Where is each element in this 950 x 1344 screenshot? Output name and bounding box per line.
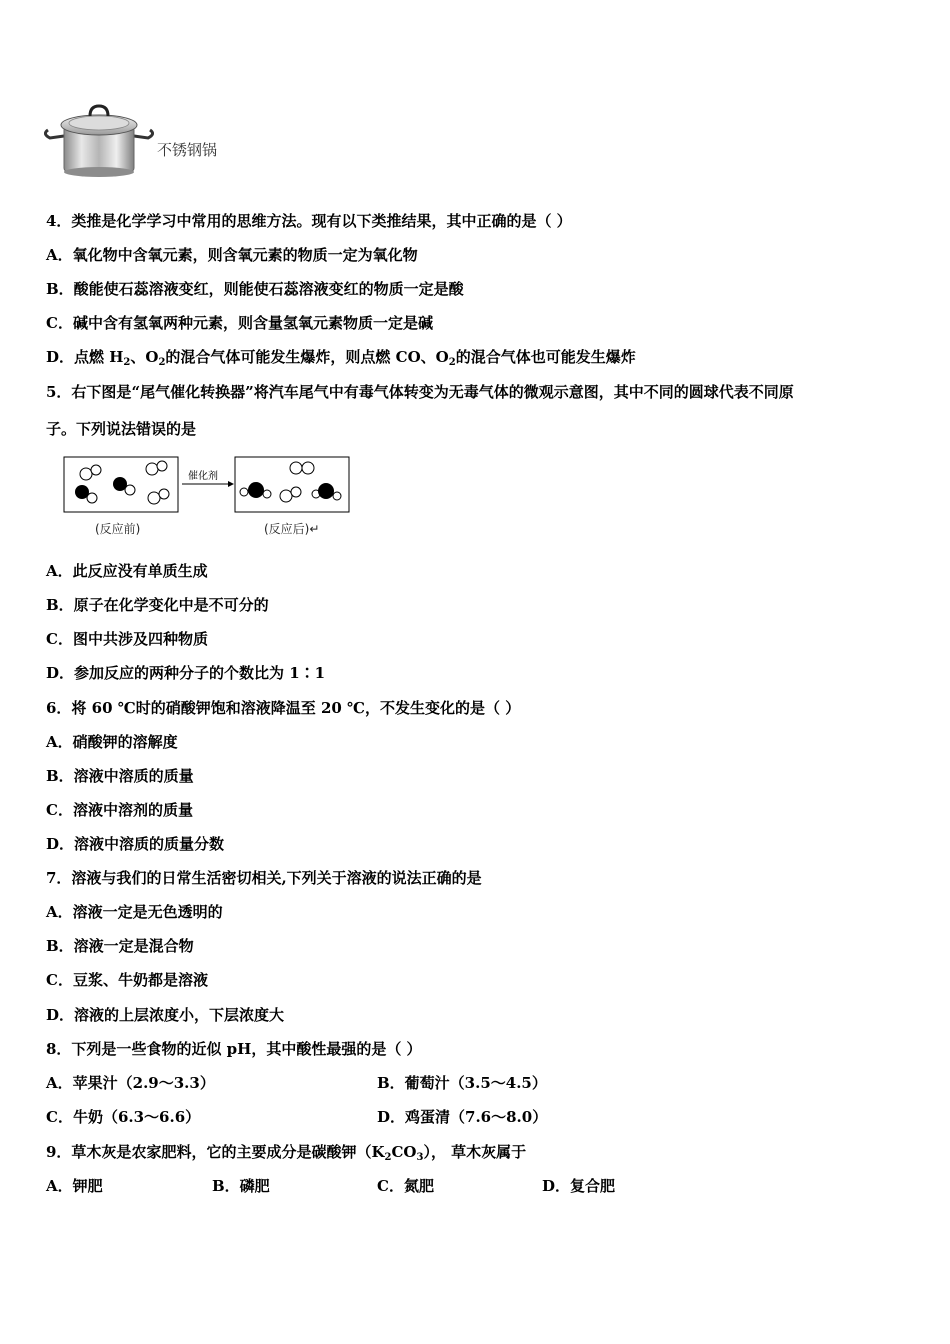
q6-option-d: D．溶液中溶质的质量分数 [46, 835, 225, 853]
q8-option-c: C．牛奶（6.3～6.6） [46, 1108, 201, 1126]
q7-option-a: A．溶液一定是无色透明的 [46, 903, 223, 921]
q7-stem: 7．溶液与我们的日常生活密切相关,下列关于溶液的说法正确的是 [46, 869, 482, 887]
q9-option-b: B．磷肥 [212, 1177, 270, 1195]
q5-stem-line2: 子。下列说法错误的是 [46, 420, 197, 438]
q4-option-b: B．酸能使石蕊溶液变红，则能使石蕊溶液变红的物质一定是酸 [46, 280, 464, 298]
q8-option-a: A．苹果汁（2.9～3.3） [46, 1074, 215, 1092]
pot-caption: 不锈钢锅 [157, 141, 218, 159]
q8-stem: 8．下列是一些食物的近似 pH，其中酸性最强的是（ ） [46, 1040, 422, 1058]
q4-option-a: A．氧化物中含氧元素，则含氧元素的物质一定为氧化物 [46, 246, 418, 264]
q9-stem: 9．草木灰是农家肥料，它的主要成分是碳酸钾$(K_2CO_3)$， 草木灰属于 [46, 1143, 527, 1163]
before-label: (反应前) [95, 522, 141, 536]
q7-option-d: D．溶液的上层浓度小，下层浓度大 [46, 1006, 285, 1024]
q5-option-d: D．参加反应的两种分子的个数比为 1∶1 [46, 664, 326, 682]
q9-option-d: D．复合肥 [542, 1177, 616, 1195]
q6-option-b: B．溶液中溶质的质量 [46, 767, 194, 785]
q5-option-c: C．图中共涉及四种物质 [46, 630, 208, 648]
q5-option-b: B．原子在化学变化中是不可分的 [46, 596, 269, 614]
q4-option-c: C．碱中含有氢氧两种元素，则含量氢氧元素物质一定是碱 [46, 314, 433, 332]
q6-option-c: C．溶液中溶剂的质量 [46, 801, 193, 819]
q6-stem: 6．将 60 ℃时的硝酸钾饱和溶液降温至 20 ℃，不发生变化的是（ ） [46, 699, 521, 717]
q6-option-a: A．硝酸钾的溶解度 [46, 733, 178, 751]
q4-option-d: D．点燃 $H_2$、$O_2$的混合气体可能发生爆炸，则点燃 CO、$O_2$的混合气体也可能发生爆炸 [46, 348, 636, 368]
q5-stem-line1: 5．右下图是“尾气催化转换器”将汽车尾气中有毒气体转变为无毒气体的微观示意图，其中不同的圆球代表不同原 [46, 383, 794, 401]
q8-option-b: B．葡萄汁（3.5～4.5） [377, 1074, 547, 1092]
q4-stem: 4．类推是化学学习中常用的思维方法。现有以下类推结果，其中正确的是（ ） [46, 212, 572, 230]
stainless-pot-image [44, 98, 154, 180]
reaction-diagram [60, 454, 355, 514]
q9-option-a: A．钾肥 [46, 1177, 103, 1195]
catalyst-label: 催化剂 [188, 471, 218, 482]
q7-option-b: B．溶液一定是混合物 [46, 937, 194, 955]
q8-option-d: D．鸡蛋清（7.6～8.0） [377, 1108, 548, 1126]
q5-option-a: A．此反应没有单质生成 [46, 562, 208, 580]
after-label: (反应后)↵ [264, 522, 320, 536]
q7-option-c: C．豆浆、牛奶都是溶液 [46, 971, 208, 989]
q9-option-c: C．氮肥 [377, 1177, 434, 1195]
